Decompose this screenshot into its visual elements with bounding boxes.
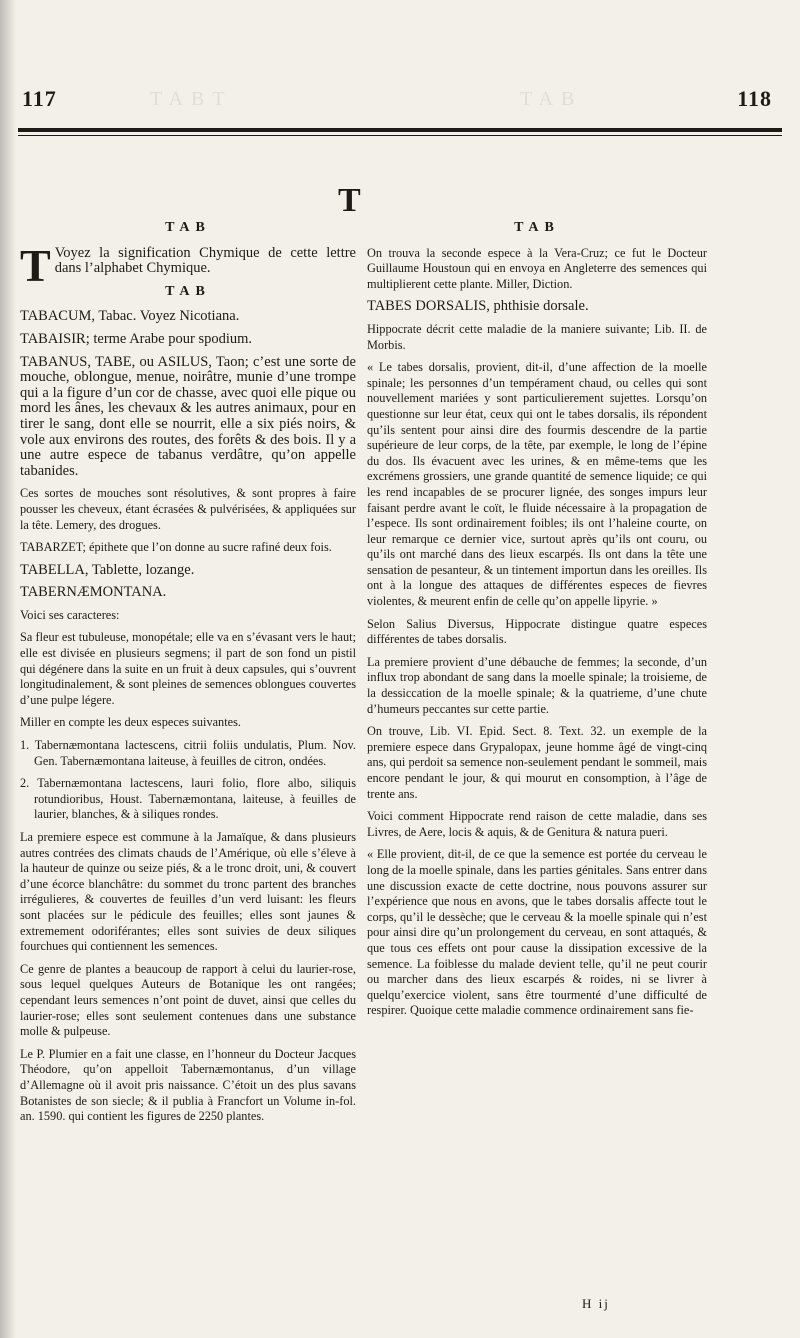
bleed-through-text: TABT [150, 88, 233, 110]
paragraph: On trouva la seconde espece à la Vera-Cruz; ce fut le Docteur Guillaume Houstoun qui en envoya en Angleterre des semences qui multiplierent cette plante. Miller, Diction. [367, 245, 707, 291]
running-head-left: TAB [165, 220, 211, 235]
paragraph: Selon Salius Diversus, Hippocrate distingue quatre especes différentes de tabes dorsalis. [367, 616, 707, 647]
running-head-right: TAB [514, 220, 560, 235]
left-page-number: 117 [22, 86, 57, 111]
entry-tabaisir: TABAISIR; terme Arabe pour spodium. [20, 330, 253, 347]
paragraph: Miller en compte les deux especes suivantes. [20, 715, 241, 730]
entry-tabarzet: TABARZET; épithete que l’on donne au sucre rafiné deux fois. [20, 540, 332, 555]
entry-tabes-dorsalis: TABES DORSALIS, phthisie dorsale. [367, 298, 589, 315]
gutter-shadow [0, 0, 16, 1338]
paragraph: La premiere provient d’une débauche de femmes; la seconde, d’un influx trop abondant de sang dans la moelle spinale; la troisieme, de la dessiccation de la moelle spinale; & la quatrieme, d’une chute d’humeurs peccantes sur cette partie. [367, 654, 707, 716]
paragraph: Voici ses caracteres: [20, 607, 120, 622]
section-letter: T [338, 182, 361, 219]
entry-t: T Voyez la signification Chymique de cette lettre dans l’alphabet Chymique. [20, 239, 356, 291]
left-column [20, 216, 356, 1132]
paragraph: Voici comment Hippocrate rend raison de cette maladie, dans ses Livres, de Aere, locis & aquis, & de Genitura & natura pueri. [367, 809, 707, 839]
paragraph: La premiere espece est commune à la Jamaïque, & dans plusieurs autres contrées des climats chauds de l’Amérique, où elle s’éleve à la hauteur de quinze ou seize piés, & a le tronc droit, uni, & couvert d’une écorce blanchâtre: du sommet du tronc partent des branches irrégulieres, & couvertes de feuilles d’un verd luisant: les fleurs sont placées sur le pédicule des feuilles; elles sont jaunes & extremement odoriférantes; elles sont suivies de deux siliques fourchues qui contiennent les semences. [20, 830, 356, 954]
paragraph: Sa fleur est tubuleuse, monopétale; elle va en s’évasant vers le haut; elle est divisée en plusieurs segmens; il part de son fond un pistil qui dégénere dans la suite en un fruit à deux capsules, qui s’ouvrent longitudinalement, & sont pleines de semences oblongues couvertes d’une pulpe légere. [20, 630, 356, 707]
quotation: « Le tabes dorsalis, provient, dit-il, d’une affection de la moelle spinale; les personnes d’un tempérament chaud, ou celles qui sont nouvellement mariées y sont particulierement sujettes. Lorsqu’on questionne sur leur état, ceux qui ont le tabes dorsalis, ils répondent qu’ils sentent pour ainsi dire des fourmis descendre de la partie supérieure de leur corps, de la tête, par exemple, le long de l’épine du dos. Ils évacuent avec les urines, & en même-tems que les excrémens grossiers, une grande quantité de semence liquide; ce qui les rend incapables de se procurer lignée, des songes impurs leur faisant perdre avant le coït, le fluide nécessaire à la propagation de l’espece. Ils sont ordinairement foibles; ils ont l’haleine courte, on leur remarque ce dernier vice, surtout après qu’ils ont couru, ou qu’ils ont marché dans des lieux escarpés. Ils ont dans la tête une sensation de pesanteur, & un tintement importun dans les oreilles. Ils ont à la longue des attaques de différentes especes de fievres violentes, & meurent enfin de celle qu’on appelle lipyrie. » [367, 360, 707, 609]
paragraph: Ce genre de plantes a beaucoup de rapport à celui du laurier-rose, sous lequel quelques Auteurs de Botanique les ont rangées; cependant leurs semences n’ont point de duvet, ainsi que celles du laurier-rose; elles sont seulement contenues dans une substance molle & pulpeuse. [20, 961, 356, 1039]
sub-head: TAB [165, 283, 211, 299]
paragraph: Ces sortes de mouches sont résolutives, & sont propres à faire pousser les cheveux, étant écrasées & pulvérisées, & appliquées sur la tête. Lemery, des drogues. [20, 486, 356, 532]
paragraph: On trouve, Lib. VI. Epid. Sect. 8. Text. 32. un exemple de la premiere espece dans Grypalopax, jeune homme âgé de vingt-cinq ans, qui perdoit sa semence non-seulement pendant le sommeil, mais encore pendant le jour, & qui mourut en consomption, à l’âge de trente ans. [367, 724, 707, 801]
entry-tabella: TABELLA, Tablette, lozange. [20, 561, 195, 578]
entry-tabanus: TABANUS, TABE, ou ASILUS, Taon; c’est une sorte de mouche, oblongue, menue, noirâtre, munie d’une trompe qui a la figure d’un cor de chasse, avec quoi elle pique ou mord les ânes, les chevaux & les autres animaux, pour en tirer le sang, dont elle se nourrit, elle a six piés noirs, & vole aux environs des routes, des forêts & des bois. Il y a une autre espece de tabanus verdâtre, qu’on appelle tabanides. [20, 353, 356, 479]
right-page-number: 118 [737, 86, 772, 111]
drop-cap: T [20, 239, 51, 291]
paragraph: Hippocrate décrit cette maladie de la maniere suivante; Lib. II. de Morbis. [367, 321, 707, 352]
quotation: « Elle provient, dit-il, de ce que la semence est portée du cerveau le long de la moelle spinale, dans les parties génitales. Sans entrer dans une discussion exacte de cette doctrine, nous pouvons assurer sur l’expérience que nous en avons, que le tabes dorsalis affecte tout le corps, qu’il le dessèche; que le cerveau & la moelle spinale qui n’est pour ainsi dire qu’un prolongement du cerveau, en sont attaqués, & que tous ces effets ont pour cause la dissipation excessive de la semence. La foiblesse du malade devient telle, qu’il ne peut courir ou marcher dans des lieux escarpés & roides, ni se livrer à quelqu’exercice violent, sans être tourmenté d’une difficulté de respirer. Quoique cette maladie commence ordinairement sans fie- [367, 847, 707, 1018]
species-item: 1. Tabernæmontana lactescens, citrii foliis undulatis, Plum. Nov. Gen. Tabernæmontana laiteuse, à feuilles de citron, ondées. [20, 738, 356, 768]
bleed-through-text: TAB [520, 88, 583, 110]
paragraph: Le P. Plumier en a fait une classe, en l’honneur du Docteur Jacques Théodore, qu’on appelloit Tabernæmontanus, d’un village d’Allemagne où il avoit pris naissance. C’étoit un des plus savans Botanistes de son siecle; & il publia à Francfort un Volume in-fol. an. 1590. qui contient les figures de 2250 plantes. [20, 1046, 356, 1124]
header-rule [18, 128, 782, 132]
right-column [367, 216, 707, 1026]
entry-tabernaemontana: TABERNÆMONTANA. [20, 584, 167, 601]
species-item: 2. Tabernæmontana lactescens, lauri folio, flore albo, siliquis rotundioribus, Houst. Tabernæmontana, laiteuse, à feuilles de laurier, blanches, & à siliques rondes. [20, 776, 356, 822]
signature-mark: H ij [582, 1296, 610, 1311]
entry-tabacum: TABACUM, Tabac. Voyez Nicotiana. [20, 308, 240, 325]
header-rule-thin [18, 135, 782, 136]
